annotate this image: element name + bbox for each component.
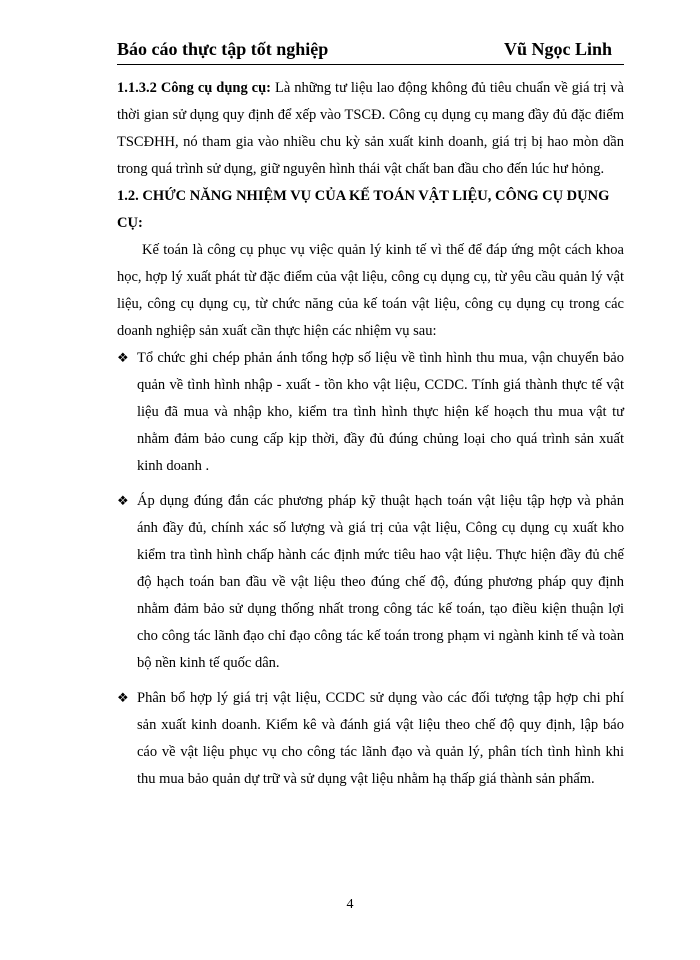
section-text: Là những tư liệu lao động không đủ tiêu chuẩn về giá trị và thời gian sử dụng quy định để xếp vào TSCĐ. Công cụ dụng cụ mang đầy đủ đặc điểm TSCĐHH, nó tham gia vào nhiều chu kỳ sản xuất kinh doanh, giá trị bị hao mòn dần trong quá trình sử dụng, giữ nguyên hình thái vật chất ban đầu cho đến lúc hư hỏng.	[117, 80, 624, 177]
page-number: 4	[346, 897, 354, 912]
task-list	[117, 345, 624, 793]
list-item	[117, 685, 624, 793]
list-item-text: Phân bổ hợp lý giá trị vật liệu, CCDC sử dụng vào các đối tượng tập hợp chi phí sản xuất kinh doanh. Kiểm kê và đánh giá vật liệu theo chế độ quy định, lập báo cáo về vật liệu phục vụ cho công tác lãnh đạo và quản lý, phân tích tình hình khi thu mua bảo quản dự trữ và sử dụng vật liệu nhằm hạ thấp giá thành sản phẩm.	[137, 690, 624, 787]
paragraph-tools-definition	[117, 75, 624, 183]
page-header	[117, 38, 624, 65]
diamond-bullet-icon: ❖	[117, 494, 129, 509]
report-title: Báo cáo thực tập tốt nghiệp	[117, 39, 329, 59]
intro-paragraph: Kế toán là công cụ phục vụ việc quản lý kinh tế vì thế để đáp ứng một cách khoa học, hợp lý xuất phát từ đặc điểm của vật liệu, công cụ dụng cụ, từ yêu cầu quản lý vật liệu, công cụ dụng cụ, từ chức năng của kế toán vật liệu, công cụ dụng cụ trong các doanh nghiệp sản xuất cần thực hiện các nhiệm vụ sau:	[117, 242, 624, 339]
page-content	[117, 75, 624, 801]
section-heading: 1.2. CHỨC NĂNG NHIỆM VỤ CỦA KẾ TOÁN VẬT LIỆU, CÔNG CỤ DỤNG CỤ:	[117, 188, 610, 231]
list-item	[117, 488, 624, 677]
list-item-text: Tổ chức ghi chép phản ánh tổng hợp số liệu về tình hình thu mua, vận chuyển bảo quản về tình hình nhập - xuất - tồn kho vật liệu, CCDC. Tính giá thành thực tế vật liệu đã mua và nhập kho, kiểm tra tình hình thực hiện kế hoạch thu mua vật tư nhằm đảm bảo cung cấp kịp thời, đầy đủ đúng chủng loại cho quá trình sản xuất kinh doanh .	[137, 350, 624, 474]
author-name: Vũ Ngọc Linh	[503, 39, 612, 59]
list-item-text: Áp dụng đúng đắn các phương pháp kỹ thuật hạch toán vật liệu tập hợp và phản ánh đầy đủ, chính xác số lượng và giá trị của vật liệu, Công cụ dụng cụ xuất kho kiểm tra tình hình chấp hành các định mức tiêu hao vật liệu. Thực hiện đầy đủ chế độ hạch toán ban đầu về vật liệu theo đúng chế độ, đúng phương pháp quy định nhằm đảm bảo sử dụng thống nhất trong công tác kế toán, tạo điều kiện thuận lợi cho công tác lãnh đạo chỉ đạo công tác kế toán trong phạm vi ngành kinh tế và toàn bộ nền kinh tế quốc dân.	[137, 493, 624, 671]
list-item	[117, 345, 624, 480]
diamond-bullet-icon: ❖	[117, 691, 129, 706]
diamond-bullet-icon: ❖	[117, 351, 129, 366]
section-label: 1.1.3.2 Công cụ dụng cụ:	[117, 80, 272, 96]
